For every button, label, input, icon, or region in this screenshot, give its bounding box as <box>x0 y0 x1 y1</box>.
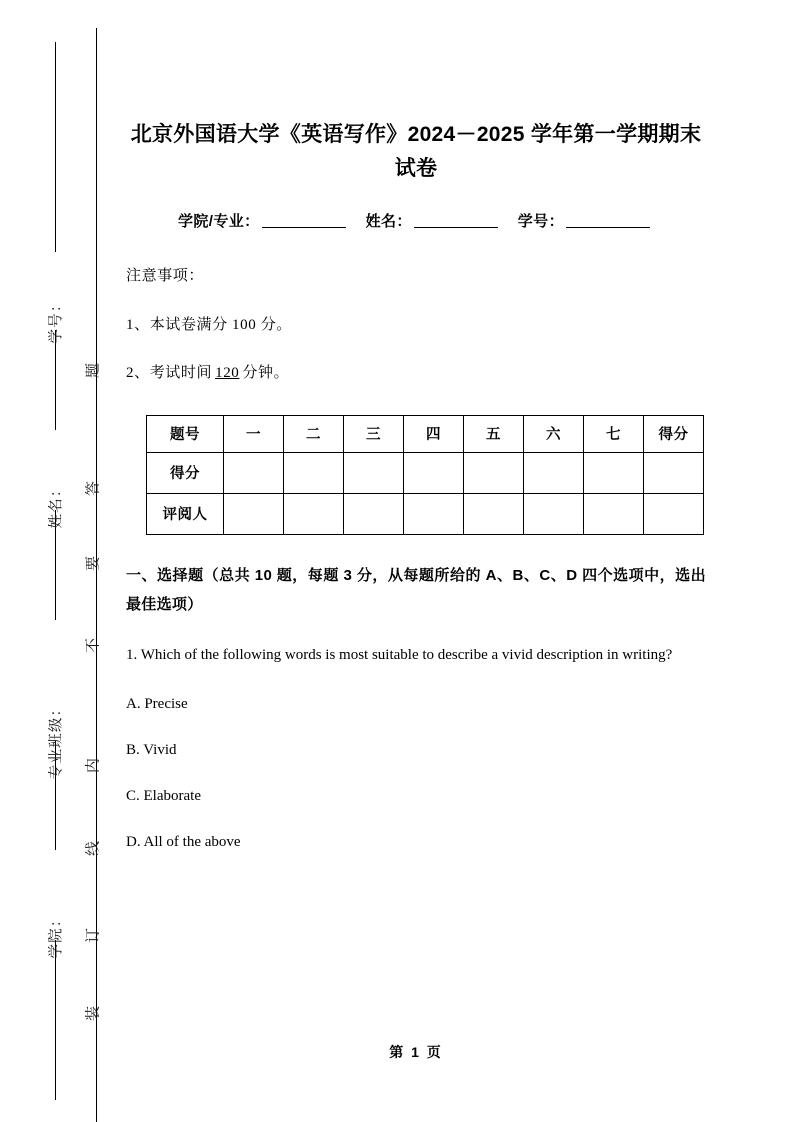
margin-glyph-5: 内 <box>85 758 102 774</box>
score-table-header-5: 五 <box>464 415 524 452</box>
question-stem-1: 1. Which of the following words is most suitable to describe a vivid description in writing? <box>126 647 673 664</box>
page-footer: 第 1 页 <box>389 1044 443 1060</box>
score-cell[interactable] <box>404 452 464 493</box>
outer-rule-segment-1 <box>55 42 56 252</box>
binding-margin <box>0 0 110 1122</box>
reviewer-cell[interactable] <box>524 493 584 534</box>
score-cell[interactable] <box>644 452 704 493</box>
college-major-label: 学院/专业： <box>178 213 260 231</box>
score-table-header-2: 二 <box>284 415 344 452</box>
reviewer-cell[interactable] <box>644 493 704 534</box>
score-table <box>146 415 704 535</box>
notice-item-total-score: 1、本试卷满分 100 分。 <box>126 316 292 333</box>
reviewer-row-label: 评阅人 <box>147 493 224 534</box>
reviewer-cell[interactable] <box>344 493 404 534</box>
inner-vertical-rule <box>96 28 97 1122</box>
score-table-header-3: 三 <box>344 415 404 452</box>
student-info-line <box>126 186 706 231</box>
duration-suffix: 分钟。 <box>242 365 290 382</box>
score-cell[interactable] <box>584 452 644 493</box>
student-name-input[interactable] <box>414 227 498 228</box>
reviewer-cell[interactable] <box>284 493 344 534</box>
score-cell[interactable] <box>224 452 284 493</box>
student-id-label: 学号： <box>517 213 564 231</box>
question-1-option-d[interactable]: D. All of the above <box>126 834 241 851</box>
reviewer-cell[interactable] <box>464 493 524 534</box>
score-cell[interactable] <box>284 452 344 493</box>
outer-rule-segment-2 <box>55 330 56 430</box>
margin-label-student-id: 学号： <box>48 296 65 344</box>
notice-item-duration <box>126 336 706 385</box>
margin-glyph-1: 题 <box>85 363 102 379</box>
duration-prefix: 2、考试时间 <box>126 365 213 382</box>
score-table-header-4: 四 <box>404 415 464 452</box>
margin-glyph-2: 答 <box>85 481 102 497</box>
reviewer-cell[interactable] <box>584 493 644 534</box>
question-1-option-c[interactable]: C. Elaborate <box>126 788 201 805</box>
student-id-input[interactable] <box>566 227 650 228</box>
question-1-option-b[interactable]: B. Vivid <box>126 742 177 759</box>
score-cell[interactable] <box>344 452 404 493</box>
score-table-container <box>126 385 706 535</box>
table-row <box>147 415 704 452</box>
margin-label-class: 专业班级： <box>48 700 65 780</box>
margin-glyph-7: 订 <box>85 928 102 944</box>
table-row <box>147 452 704 493</box>
margin-label-college: 学院： <box>48 911 65 959</box>
margin-label-name: 姓名： <box>48 481 65 529</box>
college-major-input[interactable] <box>262 227 346 228</box>
exam-page-body <box>126 0 706 1122</box>
score-table-header-label: 题号 <box>147 415 224 452</box>
table-row <box>147 493 704 534</box>
section-heading-multiple-choice: 一、选择题（总共 10 题，每题 3 分，从每题所给的 A、B、C、D 四个选项中，选出最佳选项） <box>126 566 706 613</box>
score-table-header-1: 一 <box>224 415 284 452</box>
score-table-header-7: 七 <box>584 415 644 452</box>
duration-value: 120 <box>215 365 240 382</box>
margin-glyph-6: 线 <box>85 841 102 857</box>
reviewer-cell[interactable] <box>404 493 464 534</box>
reviewer-cell[interactable] <box>224 493 284 534</box>
score-table-header-total: 得分 <box>644 415 704 452</box>
margin-glyph-3: 要 <box>85 556 102 572</box>
question-1-option-a[interactable]: A. Precise <box>126 696 188 713</box>
margin-glyph-4: 不 <box>85 638 102 654</box>
margin-glyph-8: 装 <box>85 1006 102 1022</box>
score-row-label: 得分 <box>147 452 224 493</box>
notices-heading: 注意事项： <box>126 268 205 285</box>
score-cell[interactable] <box>524 452 584 493</box>
exam-title: 北京外国语大学《英语写作》2024－2025 学年第一学期期末试卷 <box>130 123 702 181</box>
score-cell[interactable] <box>464 452 524 493</box>
score-table-header-6: 六 <box>524 415 584 452</box>
student-name-label: 姓名： <box>365 213 412 231</box>
outer-rule-segment-5 <box>55 940 56 1100</box>
